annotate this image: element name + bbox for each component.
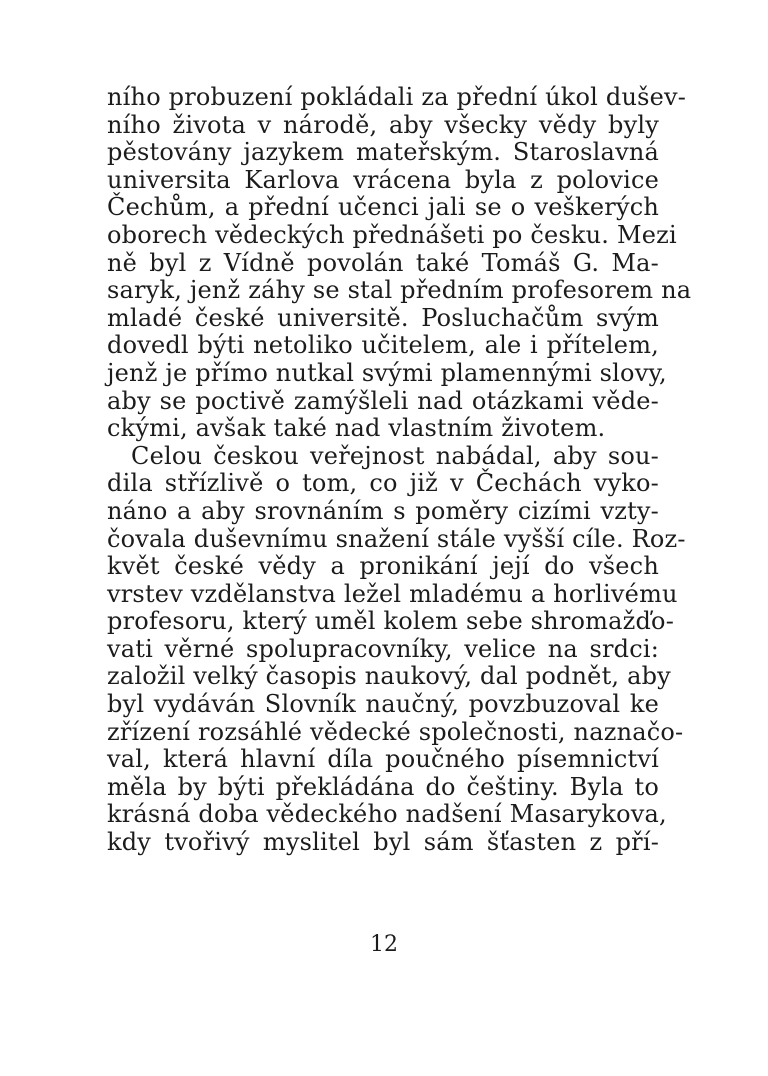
text-line: ního života v národě, aby všecky vědy byly [107, 110, 659, 139]
page-number: 12 [370, 932, 398, 957]
text-line: jenž je přímo nutkal svými plamennými slovy, [107, 358, 667, 387]
text-line: ně byl z Vídně povolán také Tomáš G. Ma- [107, 248, 659, 277]
text-line: Čechům, a přední učenci jali se o veškerých [107, 193, 659, 222]
text-line: květ české vědy a pronikání její do všech [107, 552, 659, 581]
text-line: dila střízlivě o tom, co již v Čechách vyko- [107, 469, 659, 498]
text-line: krásná doba vědeckého nadšení Masarykova, [107, 800, 667, 829]
body-text [107, 83, 692, 857]
text-line: ního probuzení pokládali za přední úkol dušev- [107, 83, 687, 111]
text-line: val, která hlavní díla poučného písemnictví [107, 745, 659, 774]
text-line: vrstev vzdělanstva ležel mladému a horlivému [107, 579, 678, 608]
text-line: ckými, avšak také nad vlastním životem. [107, 414, 606, 443]
text-line: čovala duševnímu snažení stále vyšší cíle. Roz- [107, 524, 686, 553]
text-line: oborech vědeckých přednášeti po česku. Mezi [107, 220, 677, 249]
text-line: saryk, jenž záhy se stal předním profesorem na [107, 276, 692, 305]
text-line: profesoru, který uměl kolem sebe shromažďo- [107, 607, 674, 636]
text-line: náno a aby srovnáním s poměry cizími vzty- [107, 496, 659, 525]
text-line: vati věrné spolupracovníky, velice na srdci: [107, 634, 659, 663]
text-line: universita Karlova vrácena byla z polovice [107, 165, 659, 194]
text-line: mladé české universitě. Posluchačům svým [107, 303, 659, 332]
text-line: Celou českou veřejnost nabádal, aby sou- [131, 441, 659, 470]
text-line: byl vydáván Slovník naučný, povzbuzoval ke [107, 690, 659, 719]
text-line: zřízení rozsáhlé vědecké společnosti, naznačo- [107, 717, 684, 746]
text-line: kdy tvořivý myslitel byl sám šťasten z pří- [107, 828, 659, 857]
text-line: dovedl býti netoliko učitelem, ale i přítelem, [107, 331, 659, 360]
text-line: měla by býti překládána do češtiny. Byla to [107, 772, 659, 801]
text-line: pěstovány jazykem mateřským. Staroslavná [107, 138, 659, 167]
text-line: aby se poctivě zamýšleli nad otázkami věde- [107, 386, 659, 415]
text-line: založil velký časopis naukový, dal podnět, aby [107, 662, 671, 691]
